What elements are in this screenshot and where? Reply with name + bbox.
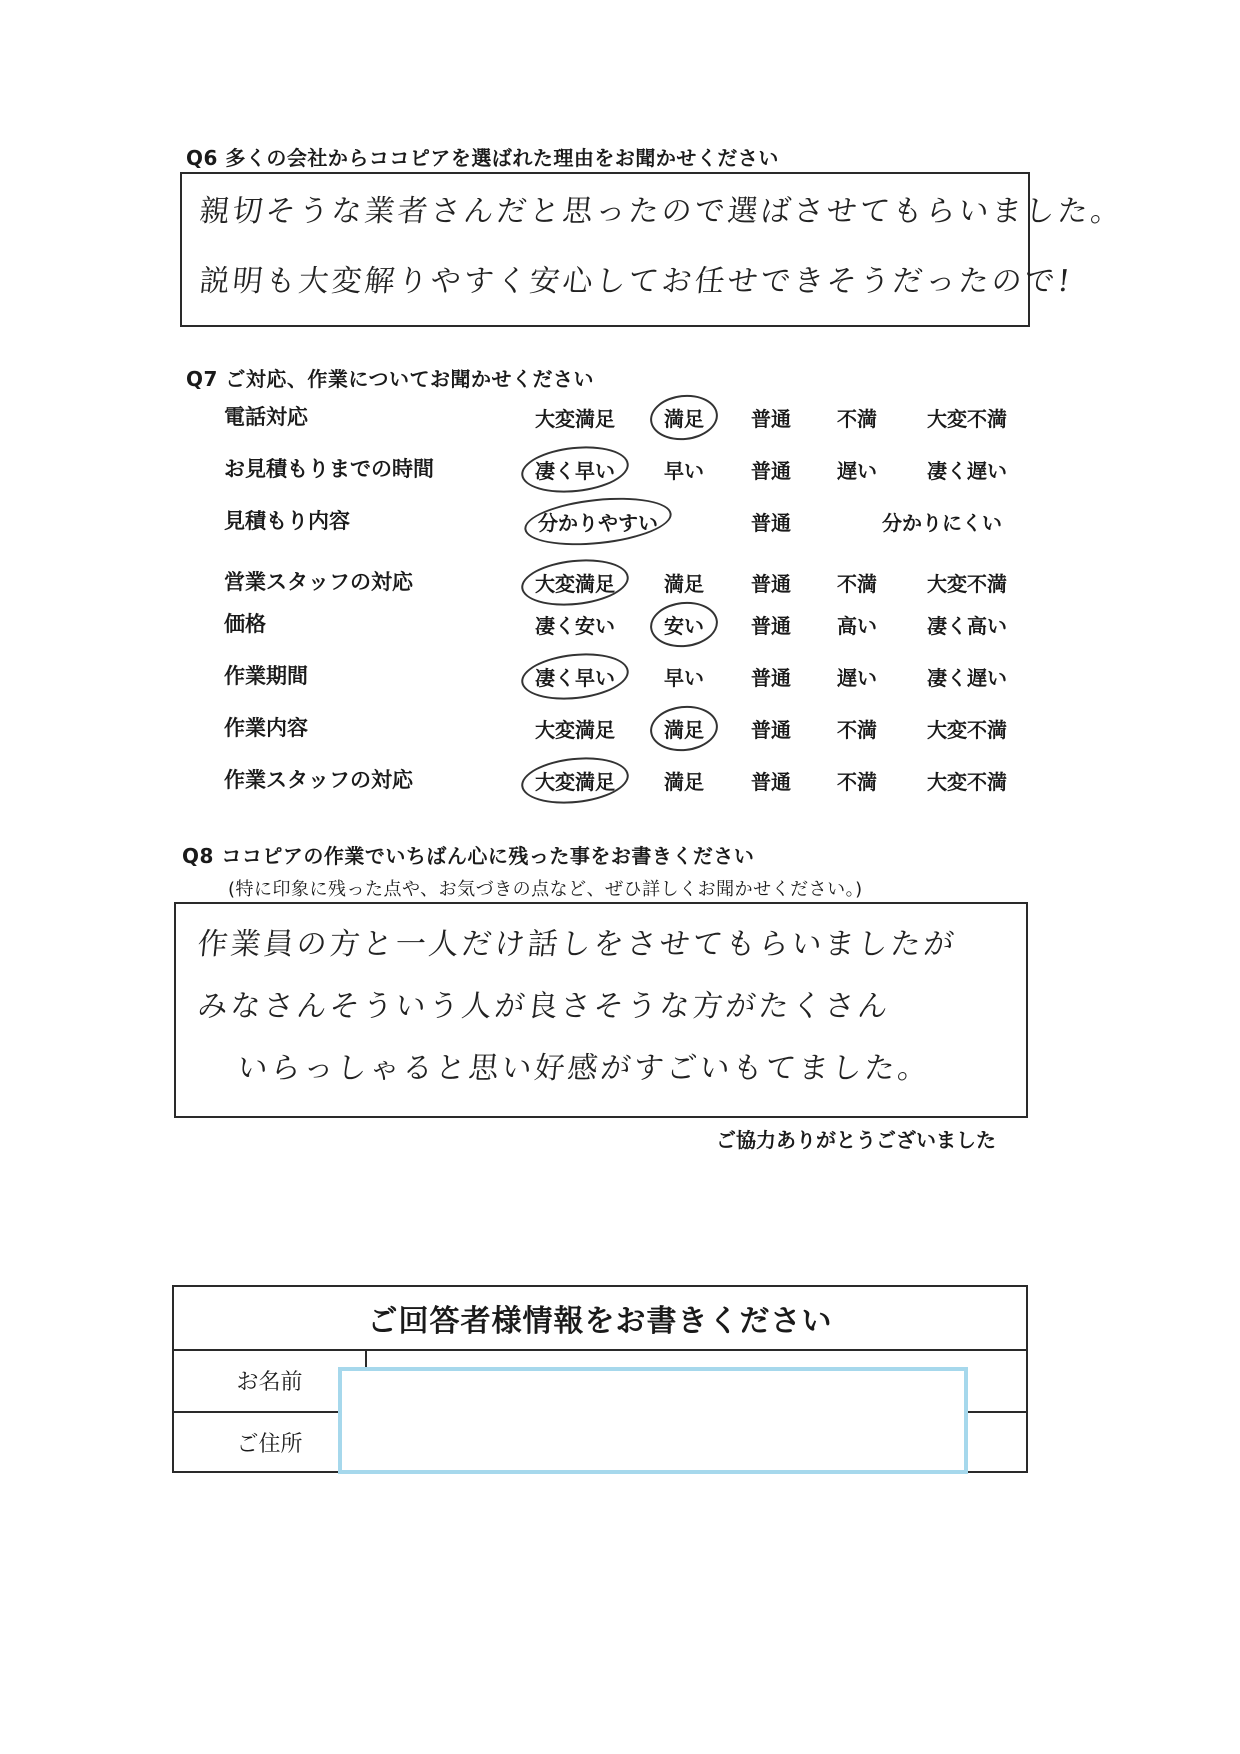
q7-row-label: 作業内容 [224, 716, 308, 740]
q7-option-selected[interactable]: 凄く早い [535, 455, 615, 484]
q7-option[interactable]: 不満 [837, 770, 877, 794]
name-label: お名前 [174, 1349, 367, 1411]
redaction-box [338, 1367, 968, 1474]
q7-row-label: 見積もり内容 [224, 509, 350, 533]
q7-option[interactable]: 早い [664, 459, 704, 483]
q7-row-label: 作業期間 [224, 664, 308, 688]
q7-option[interactable]: 分かりにくい [882, 511, 1002, 535]
q7-option[interactable]: 凄く高い [927, 614, 1007, 638]
q6-title: Q6 多くの会社からココピアを選ばれた理由をお聞かせください [186, 146, 779, 170]
q7-option[interactable]: 高い [837, 614, 877, 638]
q7-row-label: 営業スタッフの対応 [224, 570, 413, 594]
q7-option[interactable]: 満足 [664, 572, 704, 596]
q7-option[interactable]: 普通 [751, 614, 791, 638]
q7-option[interactable]: 不満 [837, 718, 877, 742]
q7-option-selected[interactable]: 満足 [664, 403, 704, 432]
q7-row-label: 作業スタッフの対応 [224, 768, 413, 792]
q7-option[interactable]: 普通 [751, 718, 791, 742]
q7-option-selected[interactable]: 大変満足 [535, 766, 615, 795]
q8-subtitle: (特に印象に残った点や、お気づきの点など、ぜひ詳しくお聞かせください。) [228, 879, 863, 900]
q7-option[interactable]: 大変不満 [927, 407, 1007, 431]
q7-option[interactable]: 遅い [837, 459, 877, 483]
q7-option[interactable]: 大変満足 [535, 718, 615, 742]
q7-option[interactable]: 凄く遅い [927, 459, 1007, 483]
q7-option[interactable]: 普通 [751, 770, 791, 794]
q7-option[interactable]: 凄く遅い [927, 666, 1007, 690]
q6-answer-box[interactable] [180, 172, 1126, 327]
q7-option[interactable]: 早い [664, 666, 704, 690]
q7-option-selected[interactable]: 大変満足 [535, 568, 615, 597]
q7-option-selected[interactable]: 分かりやすい [538, 507, 658, 536]
q8-answer-line2: みなさんそういう人が良さそうな方がたくさん [195, 989, 893, 1024]
q6-answer-line2: 説明も大変解りやすく安心してお任せできそうだったので! [197, 264, 1075, 299]
address-label: ご住所 [174, 1411, 367, 1473]
q7-option[interactable]: 普通 [751, 407, 791, 431]
q7-row-label: お見積もりまでの時間 [224, 457, 434, 481]
q7-option[interactable]: 普通 [751, 572, 791, 596]
q7-option[interactable]: 普通 [751, 511, 791, 535]
q7-option[interactable]: 普通 [751, 459, 791, 483]
q7-row-label: 価格 [224, 612, 266, 636]
q7-title: Q7 ご対応、作業についてお聞かせください [186, 367, 594, 391]
q7-row-label: 電話対応 [224, 405, 308, 429]
info-title: ご回答者様情報をお書きください [174, 1287, 1026, 1351]
q7-option[interactable]: 普通 [751, 666, 791, 690]
thanks-message: ご協力ありがとうございました [716, 1128, 996, 1152]
q8-answer-line1: 作業員の方と一人だけ話しをさせてもらいましたが [195, 927, 959, 962]
q7-option-selected[interactable]: 安い [664, 610, 704, 639]
q7-option[interactable]: 不満 [837, 572, 877, 596]
q7-option[interactable]: 不満 [837, 407, 877, 431]
q8-title: Q8 ココピアの作業でいちばん心に残った事をお書きください [182, 844, 755, 868]
q7-option[interactable]: 大変満足 [535, 407, 615, 431]
q7-option[interactable]: 凄く安い [535, 614, 615, 638]
q7-option-selected[interactable]: 凄く早い [535, 662, 615, 691]
q7-option-selected[interactable]: 満足 [664, 714, 704, 743]
q7-option[interactable]: 満足 [664, 770, 704, 794]
q7-option[interactable]: 大変不満 [927, 718, 1007, 742]
q8-answer-box[interactable] [174, 902, 1028, 1118]
q7-option[interactable]: 大変不満 [927, 572, 1007, 596]
q8-answer-line3: いらっしゃると思い好感がすごいもてました。 [235, 1051, 933, 1086]
q6-answer-line1: 親切そうな業者さんだと思ったので選ばさせてもらいました。 [197, 194, 1126, 229]
q7-option[interactable]: 大変不満 [927, 770, 1007, 794]
q7-option[interactable]: 遅い [837, 666, 877, 690]
